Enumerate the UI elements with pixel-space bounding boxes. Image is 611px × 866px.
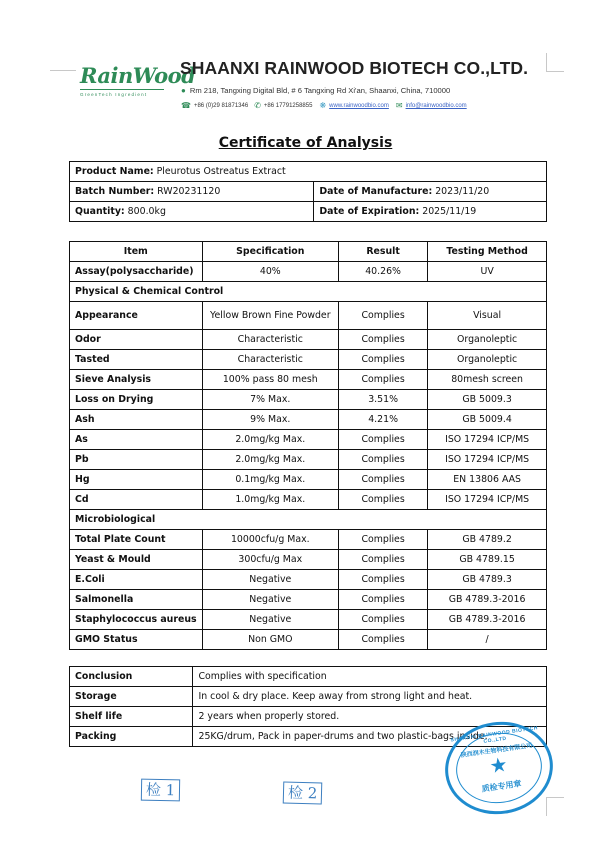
analysis-header-row xyxy=(70,242,547,262)
specification-cell: Negative xyxy=(202,570,338,590)
result-cell: Complies xyxy=(339,350,428,370)
summary-label: Shelf life xyxy=(70,707,193,727)
table-row xyxy=(70,630,547,650)
item-cell: Hg xyxy=(70,470,203,490)
result-cell: Complies xyxy=(339,450,428,470)
item-cell: Odor xyxy=(70,330,203,350)
result-cell: Complies xyxy=(339,302,428,330)
table-row xyxy=(70,590,547,610)
section-row-physical-chemical xyxy=(70,282,547,302)
mobile-text: +86 17791258855 xyxy=(263,103,313,109)
seal-star-icon: ★ xyxy=(488,753,510,779)
crop-mark-bottom-right-h xyxy=(546,797,564,798)
address-text: Rm 218, Tangxing Digital Bld, # 6 Tangxing Rd Xi'an, Shaanxi, China, 710000 xyxy=(189,86,451,95)
quantity-label: Quantity: xyxy=(75,206,125,217)
email-link[interactable]: info@rainwoodbio.com xyxy=(405,103,467,109)
method-cell: GB 5009.3 xyxy=(428,390,547,410)
website-link[interactable]: www.rainwoodbio.com xyxy=(329,103,389,109)
method-cell: ISO 17294 ICP/MS xyxy=(428,450,547,470)
batch-value: RW20231120 xyxy=(157,186,221,197)
item-cell: Sieve Analysis xyxy=(70,370,203,390)
analysis-table xyxy=(69,241,547,650)
table-row xyxy=(70,430,547,450)
result-cell: Complies xyxy=(339,610,428,630)
item-cell: Salmonella xyxy=(70,590,203,610)
address-line xyxy=(181,86,450,95)
table-row xyxy=(70,390,547,410)
section-heading: Physical & Chemical Control xyxy=(70,282,547,302)
item-cell: Cd xyxy=(70,490,203,510)
result-cell: Complies xyxy=(339,550,428,570)
specification-cell: Negative xyxy=(202,610,338,630)
analysis-table-body xyxy=(70,242,547,650)
expiration-date-label: Date of Expiration: xyxy=(319,206,420,217)
summary-value: 2 years when properly stored. xyxy=(193,707,547,727)
item-cell: Staphylococcus aureus xyxy=(70,610,203,630)
method-cell: ISO 17294 ICP/MS xyxy=(428,490,547,510)
method-cell: Visual xyxy=(428,302,547,330)
expiration-date-cell xyxy=(314,202,547,222)
result-cell: Complies xyxy=(339,330,428,350)
summary-row xyxy=(70,707,547,727)
batch-row xyxy=(70,182,547,202)
summary-row xyxy=(70,667,547,687)
item-cell: Assay(polysaccharide) xyxy=(70,262,203,282)
method-cell: Organoleptic xyxy=(428,350,547,370)
product-name-value: Pleurotus Ostreatus Extract xyxy=(156,166,286,177)
product-name-label: Product Name: xyxy=(75,166,154,177)
result-cell: Complies xyxy=(339,430,428,450)
method-cell: GB 5009.4 xyxy=(428,410,547,430)
quantity-row xyxy=(70,202,547,222)
result-cell: Complies xyxy=(339,630,428,650)
method-cell: Organoleptic xyxy=(428,330,547,350)
column-header-specification: Specification xyxy=(202,242,338,262)
method-cell: GB 4789.15 xyxy=(428,550,547,570)
item-cell: Ash xyxy=(70,410,203,430)
summary-value: Complies with specification xyxy=(193,667,547,687)
mobile-phone-icon: ✆ xyxy=(254,101,261,110)
method-cell: 80mesh screen xyxy=(428,370,547,390)
globe-icon: ❋ xyxy=(319,101,327,110)
item-cell: Total Plate Count xyxy=(70,530,203,550)
method-cell: GB 4789.2 xyxy=(428,530,547,550)
table-row xyxy=(70,410,547,430)
summary-label: Conclusion xyxy=(70,667,193,687)
specification-cell: 300cfu/g Max xyxy=(202,550,338,570)
contact-line xyxy=(181,102,467,110)
result-cell: 3.51% xyxy=(339,390,428,410)
table-row xyxy=(70,530,547,550)
section-heading: Microbiological xyxy=(70,510,547,530)
table-row xyxy=(70,350,547,370)
table-row xyxy=(70,330,547,350)
method-cell: EN 13806 AAS xyxy=(428,470,547,490)
item-cell: Tasted xyxy=(70,350,203,370)
specification-cell: 2.0mg/kg Max. xyxy=(202,430,338,450)
specification-cell: 40% xyxy=(202,262,338,282)
summary-value: In cool & dry place. Keep away from strong light and heat. xyxy=(193,687,547,707)
item-cell: Loss on Drying xyxy=(70,390,203,410)
column-header-result: Result xyxy=(339,242,428,262)
method-cell: GB 4789.3-2016 xyxy=(428,590,547,610)
summary-label: Storage xyxy=(70,687,193,707)
result-cell: Complies xyxy=(339,490,428,510)
table-row xyxy=(70,490,547,510)
manufacture-date-label: Date of Manufacture: xyxy=(319,186,433,197)
method-cell: GB 4789.3 xyxy=(428,570,547,590)
summary-label: Packing xyxy=(70,727,193,747)
table-row xyxy=(70,570,547,590)
specification-cell: Yellow Brown Fine Powder xyxy=(202,302,338,330)
company-name: SHAANXI RAINWOOD BIOTECH CO.,LTD. xyxy=(180,58,529,78)
quantity-cell xyxy=(70,202,314,222)
specification-cell: Negative xyxy=(202,590,338,610)
product-info-table xyxy=(69,161,547,222)
specification-cell: 1.0mg/kg Max. xyxy=(202,490,338,510)
inspector-2-stamp: 检 2 xyxy=(283,781,323,804)
crop-mark-top-right xyxy=(546,53,547,72)
method-cell: ISO 17294 ICP/MS xyxy=(428,430,547,450)
result-cell: Complies xyxy=(339,370,428,390)
email-icon: ✉ xyxy=(395,101,403,110)
table-row xyxy=(70,450,547,470)
batch-cell xyxy=(70,182,314,202)
logo-tagline: GreenTech Ingredient xyxy=(80,92,148,97)
table-row xyxy=(70,302,547,330)
specification-cell: 10000cfu/g Max. xyxy=(202,530,338,550)
item-cell: Appearance xyxy=(70,302,203,330)
specification-cell: Non GMO xyxy=(202,630,338,650)
column-header-testing-method: Testing Method xyxy=(428,242,547,262)
result-cell: 40.26% xyxy=(339,262,428,282)
method-cell: UV xyxy=(428,262,547,282)
table-row xyxy=(70,610,547,630)
table-row xyxy=(70,550,547,570)
crop-mark-top-left xyxy=(50,70,76,71)
batch-label: Batch Number: xyxy=(75,186,155,197)
summary-value: 25KG/drum, Pack in paper-drums and two plastic-bags inside. xyxy=(193,727,547,747)
item-cell: E.Coli xyxy=(70,570,203,590)
section-row-microbiological xyxy=(70,510,547,530)
result-cell: 4.21% xyxy=(339,410,428,430)
manufacture-date-value: 2023/11/20 xyxy=(435,186,490,197)
specification-cell: 2.0mg/kg Max. xyxy=(202,450,338,470)
column-header-item: Item xyxy=(70,242,203,262)
logo-underline xyxy=(80,89,164,90)
assay-row xyxy=(70,262,547,282)
table-row xyxy=(70,470,547,490)
expiration-date-value: 2025/11/19 xyxy=(422,206,477,217)
result-cell: Complies xyxy=(339,570,428,590)
inspector-1-stamp: 检 1 xyxy=(141,779,181,802)
specification-cell: 0.1mg/kg Max. xyxy=(202,470,338,490)
location-pin-icon: ● xyxy=(181,85,186,95)
specification-cell: Characteristic xyxy=(202,350,338,370)
item-cell: As xyxy=(70,430,203,450)
crop-mark-top-right-h xyxy=(546,71,564,72)
manufacture-date-cell xyxy=(314,182,547,202)
telephone-icon: ☎ xyxy=(181,101,191,110)
company-logo xyxy=(80,63,196,97)
seal-english-text: SHAANXI RAINWOOD BIOTECH CO.,LTD xyxy=(450,725,539,745)
product-name-cell xyxy=(70,162,547,182)
seal-bottom-text: 质检专用章 xyxy=(481,779,523,794)
seal-chinese-text: 陕西润木生物科技有限公司 xyxy=(460,743,533,760)
result-cell: Complies xyxy=(339,590,428,610)
specification-cell: 100% pass 80 mesh xyxy=(202,370,338,390)
result-cell: Complies xyxy=(339,470,428,490)
summary-row xyxy=(70,687,547,707)
method-cell: / xyxy=(428,630,547,650)
item-cell: Pb xyxy=(70,450,203,470)
item-cell: GMO Status xyxy=(70,630,203,650)
table-row xyxy=(70,370,547,390)
specification-cell: 7% Max. xyxy=(202,390,338,410)
result-cell: Complies xyxy=(339,530,428,550)
specification-cell: 9% Max. xyxy=(202,410,338,430)
phone-text: +86 (0)29 81871346 xyxy=(193,103,249,109)
quantity-value: 800.0kg xyxy=(127,206,166,217)
logo-wordmark: RainWood xyxy=(80,63,196,88)
product-name-row xyxy=(70,162,547,182)
document-title: Certificate of Analysis xyxy=(218,135,393,151)
method-cell: GB 4789.3-2016 xyxy=(428,610,547,630)
crop-mark-bottom-right xyxy=(546,797,547,816)
item-cell: Yeast & Mould xyxy=(70,550,203,570)
specification-cell: Characteristic xyxy=(202,330,338,350)
